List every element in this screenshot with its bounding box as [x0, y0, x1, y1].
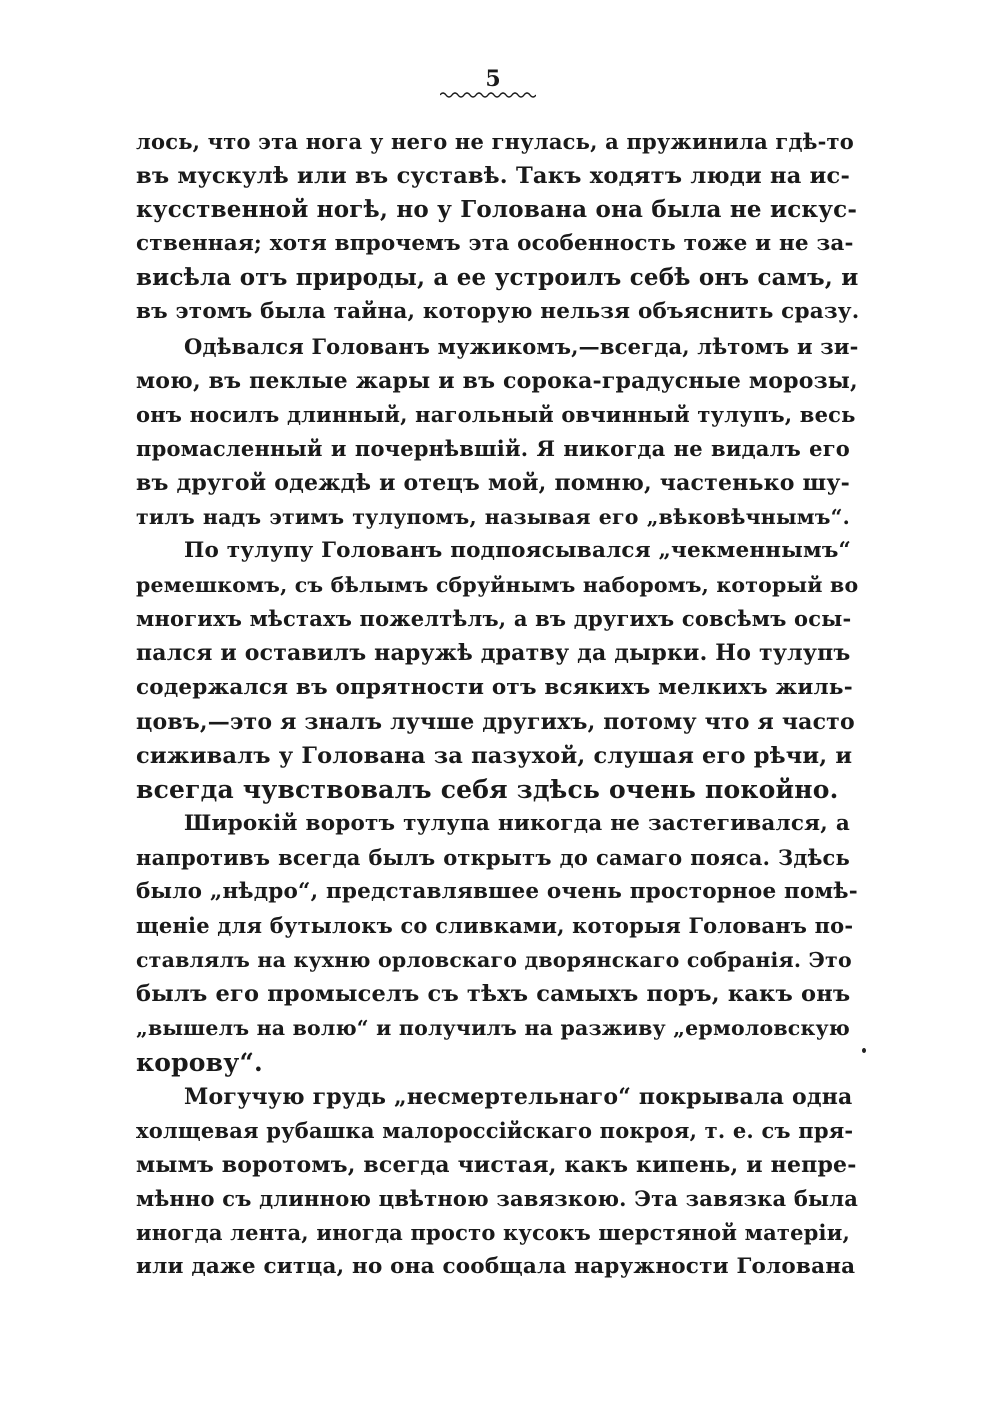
text-line: тилъ надъ этимъ тулупомъ, называя его „вѣковѣчнымъ“. [136, 505, 850, 530]
wavy-ornament-icon [440, 90, 536, 100]
text-line: висѣла отъ природы, а ее устроилъ себѣ онъ самъ, и [136, 264, 859, 292]
text-line: было „нѣдро“, представлявшее очень просторное помѣ- [136, 879, 858, 905]
paragraph-last-line: корову“. [136, 1047, 263, 1077]
text-line: ремешкомъ, съ бѣлымъ сбруйнымъ наборомъ, который во [136, 573, 859, 598]
text-line: былъ его промыселъ съ тѣхъ самыхъ поръ, какъ онъ [136, 981, 851, 1008]
text-line: ставлялъ на кухню орловскаго дворянскаго собранія. Это [136, 948, 852, 973]
text-line: или даже ситца, но она сообщала наружности Голована [136, 1254, 856, 1280]
text-line: промасленный и почернѣвшій. Я никогда не видалъ его [136, 435, 850, 461]
text-line: напротивъ всегда былъ открытъ до самаго пояса. Здѣсь [136, 844, 850, 870]
text-line: мымъ воротомъ, всегда чистая, какъ кипень, и непре- [136, 1151, 857, 1178]
text-line: лось, что эта нога у него не гнулась, а пружинила гдѣ-то [136, 129, 854, 154]
text-line: въ мускулѣ или въ суставѣ. Такъ ходятъ люди на ис- [136, 163, 850, 190]
text-line: кусственной ногѣ, но у Голована она была не искус- [136, 196, 858, 224]
text-line: цовъ,—это я зналъ лучше другихъ, потому что я часто [136, 708, 855, 735]
text-line: въ этомъ была тайна, которую нельзя объяснить сразу. [136, 299, 860, 325]
paragraph-first-line: Одѣвался Голованъ мужикомъ,—всегда, лѣтомъ и зи- [184, 333, 859, 359]
text-line: „вышелъ на волю“ и получилъ на разживу „ермоловскую [136, 1016, 851, 1041]
paragraph-first-line: По тулупу Голованъ подпоясывался „чекменнымъ“ [184, 538, 852, 564]
text-line: иногда лента, иногда просто кусокъ шерстяной матеріи, [136, 1220, 850, 1245]
text-line: многихъ мѣстахъ пожелтѣлъ, а въ другихъ совсѣмъ осы- [136, 606, 852, 632]
text-line: холщевая рубашка малороссійскаго покроя, т. е. съ пря- [136, 1117, 854, 1143]
text-line: ственная; хотя впрочемъ эта особенность тоже и не за- [136, 231, 854, 257]
text-line: щеніе для бутылокъ со сливками, которыя Голованъ по- [136, 913, 854, 939]
text-line: сиживалъ у Голована за пазухой, слушая его рѣчи, и [136, 742, 853, 769]
text-body [136, 125, 860, 1284]
paragraph-last-line: всегда чувствовалъ себя здѣсь очень покойно. [136, 774, 839, 804]
ink-speck [862, 1048, 866, 1053]
text-line: мѣнно съ длинною цвѣтною завязкою. Эта завязка была [136, 1185, 859, 1211]
page-header [0, 66, 1000, 92]
page-number: 5 [485, 66, 501, 92]
text-line: пался и оставилъ наружѣ дратву да дырки. Но тулупъ [136, 640, 851, 667]
text-line: онъ носилъ длинный, нагольный овчинный тулупъ, весь [136, 401, 856, 427]
text-line: мою, въ пеклые жары и въ сорока-градусные морозы, [136, 367, 858, 394]
text-line: содержался въ опрятности отъ всякихъ мелкихъ жиль- [136, 674, 853, 700]
text-line: въ другой одеждѣ и отецъ мой, помню, частенько шу- [136, 469, 850, 496]
paragraph-first-line: Могучую грудь „несмертельнаго“ покрывала одна [184, 1083, 853, 1110]
paragraph-first-line: Широкій воротъ тулупа никогда не застегивался, а [184, 810, 850, 836]
